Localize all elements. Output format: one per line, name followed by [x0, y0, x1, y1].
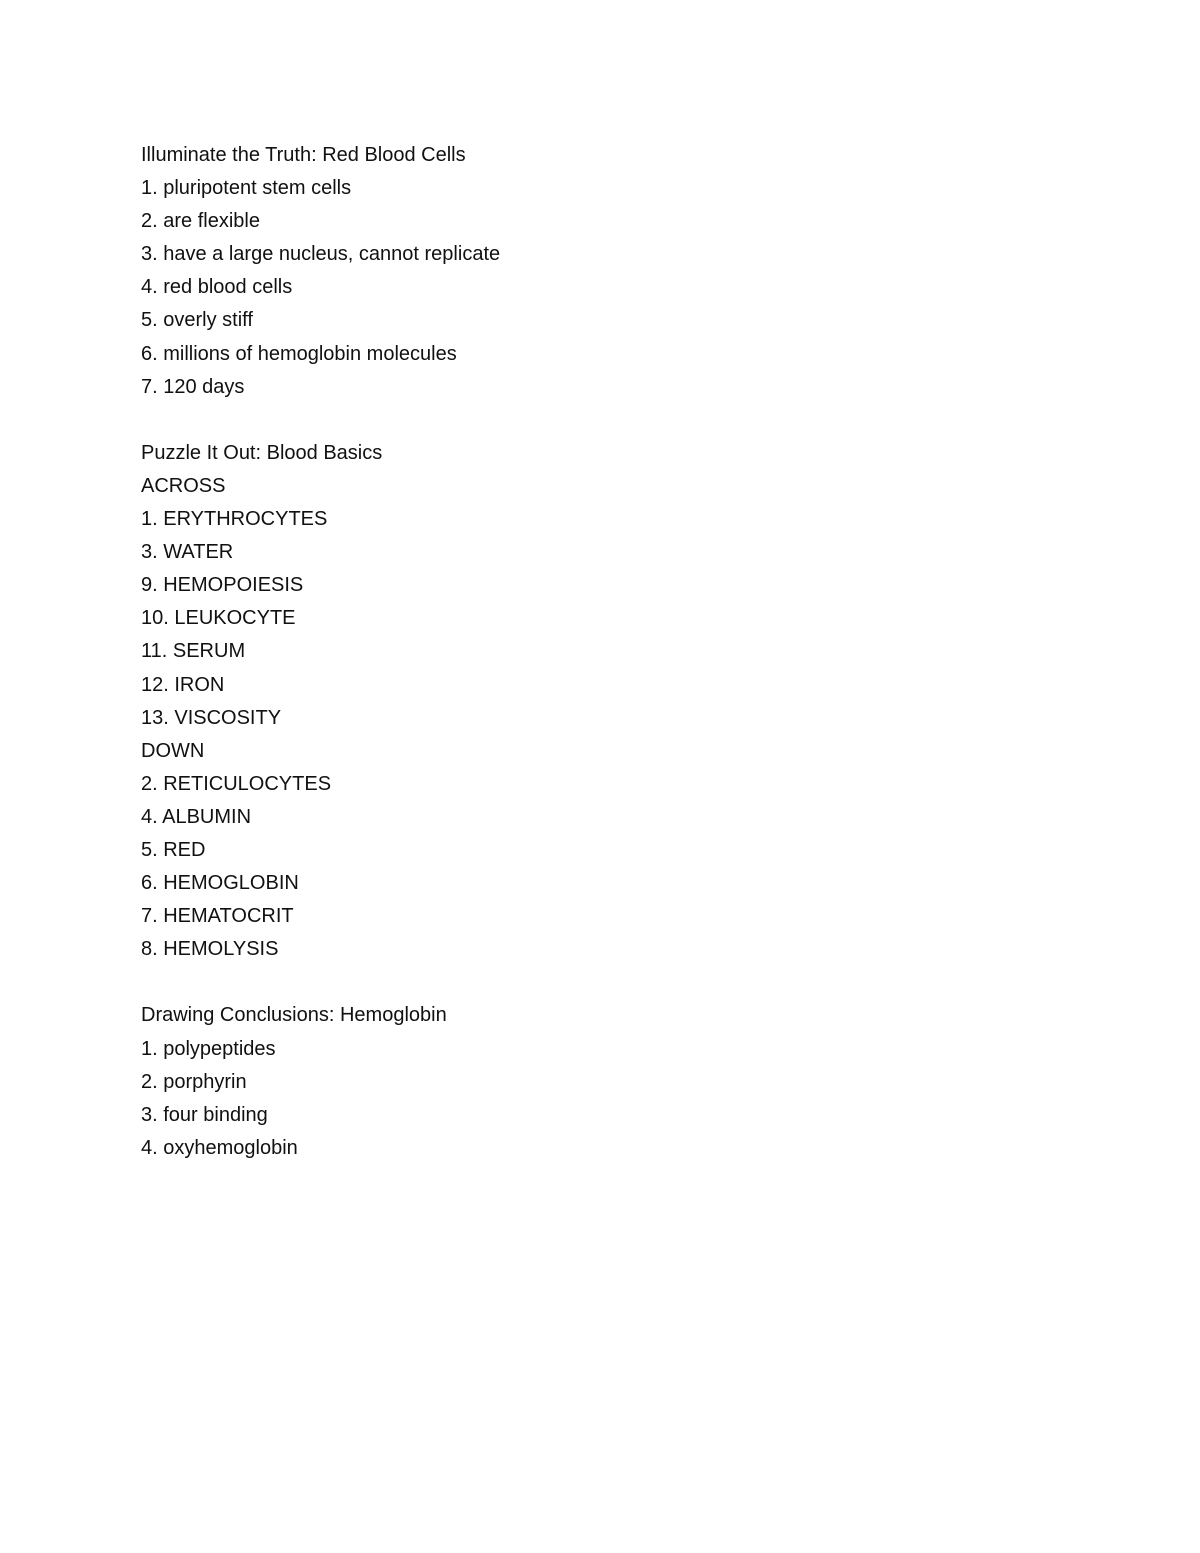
answer-line: 2. RETICULOCYTES: [141, 772, 332, 795]
section-illuminate-the-truth: [141, 139, 1091, 404]
answer-line: 9. HEMOPOIESIS: [141, 574, 304, 597]
answer-line: 1. pluripotent stem cells: [141, 177, 352, 200]
answer-line: 7. 120 days: [141, 375, 245, 398]
section-heading: Drawing Conclusions: Hemoglobin: [141, 1004, 447, 1027]
answer-line: 1. polypeptides: [141, 1037, 276, 1060]
answer-line: 4. ALBUMIN: [141, 805, 252, 828]
answer-line: 7. HEMATOCRIT: [141, 905, 294, 928]
answer-line: 1. ERYTHROCYTES: [141, 508, 328, 531]
section-heading: Illuminate the Truth: Red Blood Cells: [141, 144, 466, 166]
section-spacer: [141, 966, 1091, 999]
section-heading: Puzzle It Out: Blood Basics: [141, 441, 383, 464]
answer-line: 8. HEMOLYSIS: [141, 938, 279, 961]
answer-line: 3. WATER: [141, 541, 234, 564]
answer-line: 10. LEUKOCYTE: [141, 607, 296, 630]
answer-line: 5. overly stiff: [141, 309, 253, 332]
section-puzzle-it-out: [141, 437, 1091, 967]
answer-line: 3. have a large nucleus, cannot replicate: [141, 243, 501, 266]
answer-line: 2. porphyrin: [141, 1070, 247, 1093]
answer-line: 12. IRON: [141, 673, 225, 696]
section-drawing-conclusions: [141, 999, 1091, 1164]
answer-line: 5. RED: [141, 838, 206, 861]
answer-line: 2. are flexible: [141, 210, 260, 233]
answer-line: 4. red blood cells: [141, 276, 293, 299]
answer-line: 13. VISCOSITY: [141, 706, 282, 729]
answer-line: 4. oxyhemoglobin: [141, 1136, 298, 1159]
answer-line: 6. millions of hemoglobin molecules: [141, 342, 457, 365]
answer-line: 3. four binding: [141, 1103, 268, 1126]
answer-line: 6. HEMOGLOBIN: [141, 872, 299, 895]
down-label: DOWN: [141, 739, 205, 762]
across-label: ACROSS: [141, 474, 226, 497]
document-page: [141, 139, 1091, 1165]
section-spacer: [141, 404, 1091, 437]
answer-line: 11. SERUM: [141, 640, 246, 663]
